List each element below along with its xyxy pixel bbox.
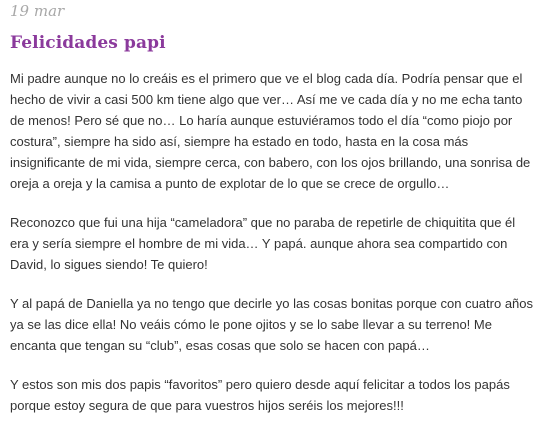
post-paragraph: Y al papá de Daniella ya no tengo que decirle yo las cosas bonitas porque con cuatro años ya se las dice ella! No veáis cómo le pone ojitos y se lo sabe llevar a su terreno! Me encanta que tengan su “club”, esas cosas que solo se hacen con papá…	[10, 296, 534, 353]
post-paragraph: Y estos son mis dos papis “favoritos” pero quiero desde aquí felicitar a todos los papás porque estoy segura de que para vuestros hijos seréis los mejores!!!	[10, 377, 510, 413]
post-body	[10, 68, 536, 434]
post-date: 19 mar	[10, 2, 65, 20]
blog-post	[10, 0, 536, 413]
post-paragraph: Reconozco que fui una hija “cameladora” que no paraba de repetirle de chiquitita que él era y sería siempre el hombre de mi vida… Y papá. aunque ahora sea compartido con David, lo sigues siendo! Te quiero!	[10, 215, 516, 272]
post-paragraph: Mi padre aunque no lo creáis es el primero que ve el blog cada día. Podría pensar que el hecho de vivir a casi 500 km tiene algo que ver… Así me ve cada día y no me echa tanto de menos! Pero sé que no… Lo haría aunque estuviéramos todo el día “como piojo por costura”, siempre ha sido así, siempre ha estado en todo, hasta en la cosa más insignificante de mi vida, siempre cerca, con babero, con los ojos brillando, una sonrisa de oreja a oreja y la camisa a punto de explotar de lo que se crece de orgullo…	[10, 71, 531, 191]
post-title[interactable]: Felicidades papi	[10, 33, 166, 53]
